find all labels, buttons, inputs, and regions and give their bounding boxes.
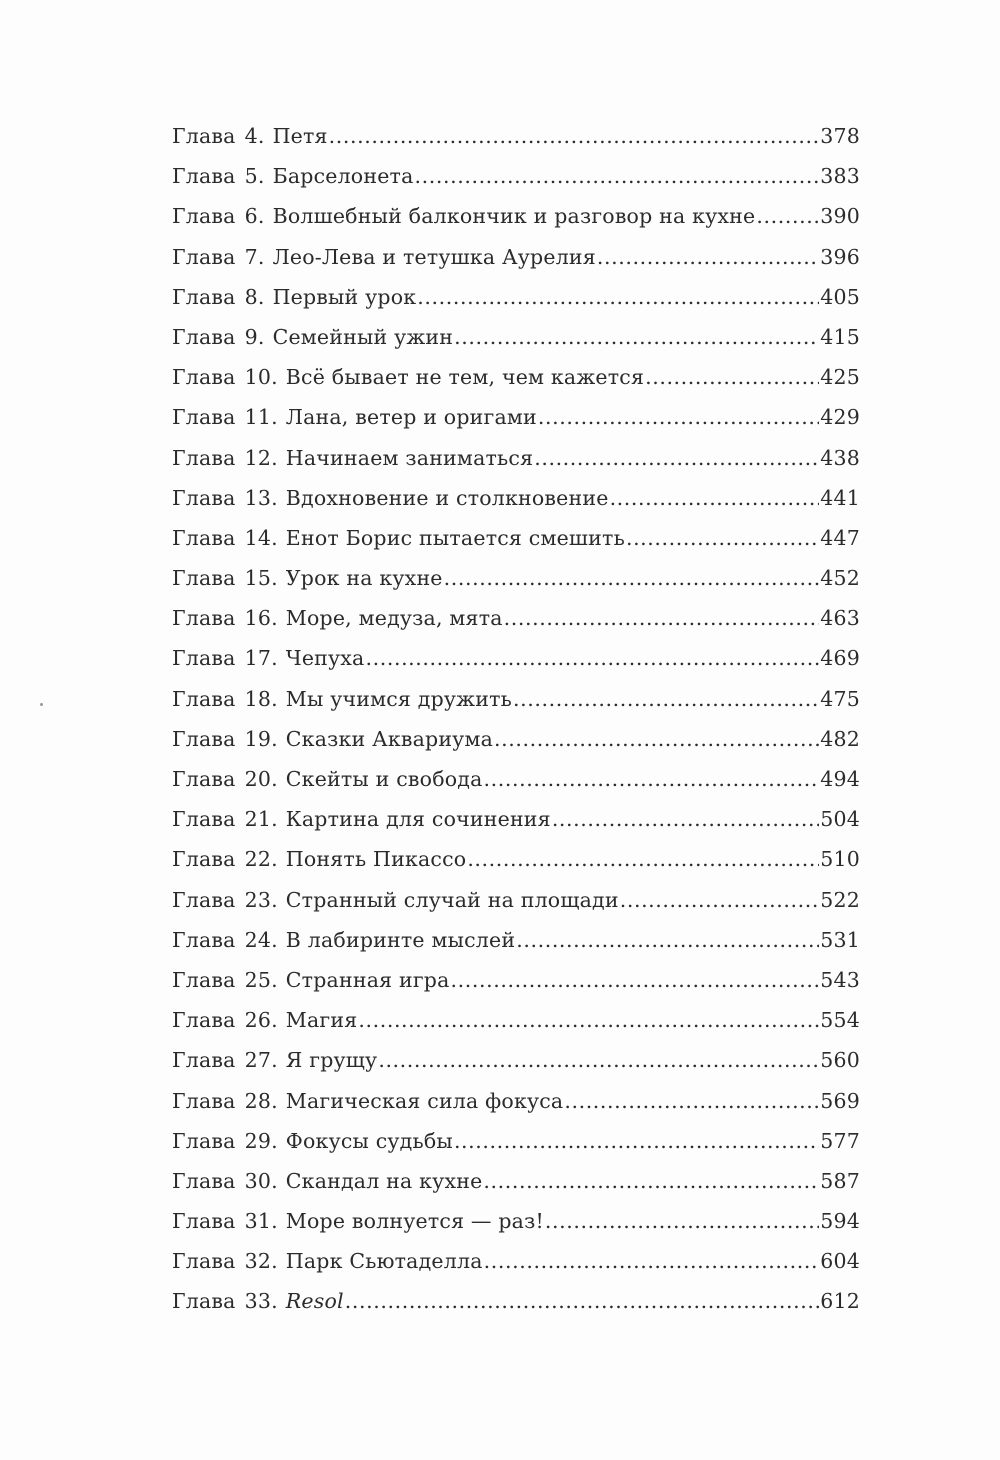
dot-leader: [444, 566, 820, 590]
dot-leader: [534, 446, 819, 470]
chapter-label: [172, 1249, 286, 1273]
page-number: 522: [820, 887, 860, 912]
chapter-prefix: Глава: [172, 164, 236, 189]
chapter-title: Магическая сила фокуса: [285, 1088, 564, 1113]
chapter-prefix: Глава: [172, 1008, 236, 1033]
chapter-prefix: Глава: [172, 726, 236, 751]
chapter-number: 4.: [244, 124, 265, 148]
page-number: 587: [820, 1168, 860, 1193]
chapter-label: [172, 164, 273, 188]
chapter-title: Енот Борис пытается смешить: [285, 525, 625, 550]
page-number: 531: [820, 927, 860, 952]
chapter-number: 26.: [244, 1008, 278, 1033]
chapter-label: [172, 888, 286, 912]
chapter-label: [172, 405, 286, 429]
chapter-label: [172, 928, 286, 952]
chapter-title: Море, медуза, мята: [285, 606, 503, 631]
chapter-label: [172, 204, 273, 228]
chapter-title: Лана, ветер и оригами: [285, 405, 537, 430]
chapter-title: Скандал на кухне: [285, 1168, 483, 1193]
dot-leader: [597, 245, 819, 269]
chapter-title: Я грущу: [285, 1048, 378, 1073]
chapter-title: Море волнуется — раз!: [285, 1209, 544, 1234]
dot-leader: [756, 204, 819, 228]
toc-entry: [172, 1209, 860, 1249]
toc-entry: [172, 1008, 860, 1048]
page-number: 429: [820, 405, 860, 430]
chapter-title: Понять Пикассо: [285, 847, 467, 872]
chapter-prefix: Глава: [172, 405, 236, 430]
page-number: 396: [820, 244, 860, 269]
page-number: 441: [820, 485, 860, 510]
toc-entry: [172, 285, 860, 325]
chapter-label: [172, 807, 286, 831]
dot-leader: [504, 606, 820, 630]
chapter-label: [172, 646, 286, 670]
chapter-prefix: Глава: [172, 646, 236, 671]
chapter-label: [172, 285, 273, 309]
chapter-title: Петя: [272, 124, 328, 148]
toc-entry: [172, 124, 860, 164]
chapter-label: [172, 1209, 286, 1233]
page-number: 612: [820, 1289, 860, 1314]
chapter-prefix: Глава: [172, 445, 236, 470]
toc-entry: [172, 727, 860, 767]
chapter-number: 17.: [244, 646, 278, 671]
chapter-label: [172, 325, 273, 349]
chapter-label: [172, 446, 286, 470]
toc-entry: [172, 767, 860, 807]
dot-leader: [513, 687, 819, 711]
chapter-prefix: Глава: [172, 807, 236, 832]
chapter-title: Картина для сочинения: [285, 807, 551, 832]
chapter-number: 15.: [244, 566, 278, 591]
chapter-prefix: Глава: [172, 767, 236, 791]
page-number: 504: [820, 807, 860, 832]
chapter-number: 28.: [244, 1088, 278, 1113]
chapter-label: [172, 1289, 286, 1313]
toc-entry: [172, 164, 860, 204]
chapter-title: Лео-Лева и тетушка Аурелия: [272, 244, 596, 269]
page-number: 452: [820, 566, 860, 591]
toc-entry: [172, 606, 860, 646]
dot-leader: [538, 405, 819, 429]
page-number: 463: [820, 606, 860, 631]
dot-leader: [645, 365, 819, 389]
chapter-label: [172, 245, 273, 269]
page-number: 577: [820, 1128, 860, 1153]
chapter-number: 21.: [244, 807, 278, 832]
page-number: 543: [820, 967, 860, 992]
chapter-number: 24.: [244, 927, 278, 952]
toc-entry: [172, 446, 860, 486]
chapter-title: Семейный ужин: [272, 324, 454, 349]
chapter-prefix: Глава: [172, 686, 236, 711]
chapter-prefix: Глава: [172, 525, 236, 550]
toc-entry: [172, 847, 860, 887]
toc-entry: [172, 245, 860, 285]
chapter-title: Странная игра: [285, 967, 450, 992]
chapter-prefix: Глава: [172, 1168, 236, 1193]
dot-leader: [545, 1209, 819, 1233]
chapter-title: Урок на кухне: [285, 566, 443, 591]
chapter-number: 31.: [244, 1209, 278, 1234]
chapter-label: [172, 124, 273, 148]
toc-entry: [172, 1289, 860, 1329]
chapter-prefix: Глава: [172, 887, 236, 912]
chapter-label: [172, 365, 286, 389]
page-number: 510: [820, 847, 860, 872]
toc-entry: [172, 1048, 860, 1088]
page-number: 415: [820, 324, 860, 349]
page-number: 494: [820, 767, 860, 791]
chapter-title: Мы учимся дружить: [285, 686, 513, 711]
chapter-prefix: Глава: [172, 244, 236, 269]
chapter-title: Странный случай на площади: [285, 887, 619, 912]
chapter-label: [172, 486, 286, 510]
chapter-label: [172, 1089, 286, 1113]
chapter-title: Скейты и свобода: [285, 767, 483, 791]
page-number: 378: [820, 124, 860, 148]
chapter-prefix: Глава: [172, 847, 236, 872]
chapter-prefix: Глава: [172, 284, 236, 309]
chapter-number: 10.: [244, 365, 278, 390]
chapter-prefix: Глава: [172, 606, 236, 631]
chapter-prefix: Глава: [172, 485, 236, 510]
chapter-label: [172, 566, 286, 590]
page-number: 560: [820, 1048, 860, 1073]
toc-entry: [172, 365, 860, 405]
chapter-number: 12.: [244, 445, 278, 470]
dot-leader: [564, 1089, 819, 1113]
toc-entry: [172, 928, 860, 968]
toc-entry: [172, 566, 860, 606]
chapter-prefix: Глава: [172, 1249, 236, 1274]
chapter-label: [172, 1008, 286, 1032]
chapter-prefix: Глава: [172, 967, 236, 992]
chapter-title: Чепуха: [285, 646, 365, 671]
dot-leader: [454, 325, 819, 349]
chapter-prefix: Глава: [172, 1209, 236, 1234]
chapter-title: Начинаем заниматься: [285, 445, 534, 470]
dot-leader: [610, 486, 820, 510]
chapter-title: В лабиринте мыслей: [285, 927, 516, 952]
chapter-number: 32.: [244, 1249, 278, 1274]
dot-leader: [484, 1249, 820, 1273]
dot-leader: [358, 1008, 819, 1032]
dot-leader: [417, 285, 819, 309]
chapter-title: Волшебный балкончик и разговор на кухне: [272, 204, 756, 229]
page-number: 475: [820, 686, 860, 711]
chapter-label: [172, 847, 286, 871]
chapter-label: [172, 526, 286, 550]
chapter-number: 14.: [244, 525, 278, 550]
chapter-label: [172, 606, 286, 630]
chapter-title: Фокусы судьбы: [285, 1128, 453, 1153]
chapter-label: [172, 1129, 286, 1153]
chapter-label: [172, 687, 286, 711]
dot-leader: [483, 1169, 819, 1193]
dot-leader: [329, 124, 820, 148]
dot-leader: [365, 646, 819, 670]
chapter-number: 25.: [244, 967, 278, 992]
chapter-title: Магия: [285, 1008, 358, 1033]
chapter-number: 29.: [244, 1128, 278, 1153]
dot-leader: [415, 164, 820, 188]
page-number: 604: [820, 1249, 860, 1274]
chapter-number: 7.: [244, 244, 265, 269]
page-number: 447: [820, 525, 860, 550]
chapter-number: 13.: [244, 485, 278, 510]
table-of-contents: [172, 124, 860, 1330]
chapter-title: Первый урок: [272, 284, 417, 309]
dot-leader: [626, 526, 819, 550]
chapter-prefix: Глава: [172, 204, 236, 229]
page-number: 405: [820, 284, 860, 309]
toc-entry: [172, 1129, 860, 1169]
chapter-prefix: Глава: [172, 1088, 236, 1113]
chapter-label: [172, 767, 286, 791]
toc-entry: [172, 1249, 860, 1289]
chapter-prefix: Глава: [172, 124, 236, 148]
dot-leader: [494, 727, 819, 751]
chapter-number: 27.: [244, 1048, 278, 1073]
toc-entry: [172, 1089, 860, 1129]
chapter-prefix: Глава: [172, 324, 236, 349]
dot-leader: [516, 928, 819, 952]
chapter-label: [172, 727, 286, 751]
chapter-number: 8.: [244, 284, 265, 309]
chapter-number: 9.: [244, 324, 265, 349]
chapter-number: 30.: [244, 1168, 278, 1193]
toc-entry: [172, 687, 860, 727]
page-number: 554: [820, 1008, 860, 1033]
page-number: 438: [820, 445, 860, 470]
page-number: 469: [820, 646, 860, 671]
page-number: 425: [820, 365, 860, 390]
toc-entry: [172, 1169, 860, 1209]
chapter-prefix: Глава: [172, 365, 236, 390]
chapter-prefix: Глава: [172, 1289, 236, 1314]
toc-entry: [172, 807, 860, 847]
toc-entry: [172, 204, 860, 244]
page-number: 390: [820, 204, 860, 229]
page-number: 569: [820, 1088, 860, 1113]
chapter-title: Барселонета: [272, 164, 414, 189]
chapter-number: 22.: [244, 847, 278, 872]
chapter-prefix: Глава: [172, 1128, 236, 1153]
page-number: 594: [820, 1209, 860, 1234]
chapter-label: [172, 1048, 286, 1072]
toc-entry: [172, 646, 860, 686]
chapter-label: [172, 1169, 286, 1193]
chapter-title: Сказки Аквариума: [285, 726, 494, 751]
dot-leader: [467, 847, 819, 871]
chapter-number: 5.: [244, 164, 265, 189]
chapter-number: 23.: [244, 887, 278, 912]
chapter-title: Resol: [285, 1289, 344, 1314]
chapter-prefix: Глава: [172, 927, 236, 952]
page-number: 383: [820, 164, 860, 189]
chapter-number: 11.: [244, 405, 278, 430]
toc-entry: [172, 325, 860, 365]
paper-speck: [40, 703, 43, 706]
toc-entry: [172, 968, 860, 1008]
chapter-title: Вдохновение и столкновение: [285, 485, 609, 510]
toc-entry: [172, 486, 860, 526]
chapter-number: 20.: [244, 767, 278, 791]
page-number: 482: [820, 726, 860, 751]
toc-entry: [172, 526, 860, 566]
dot-leader: [620, 888, 820, 912]
toc-entry: [172, 405, 860, 445]
chapter-prefix: Глава: [172, 566, 236, 591]
chapter-title: Парк Сьютаделла: [285, 1249, 483, 1274]
dot-leader: [484, 767, 820, 791]
toc-entry: [172, 888, 860, 928]
chapter-number: 6.: [244, 204, 265, 229]
chapter-title: Всё бывает не тем, чем кажется: [285, 365, 645, 390]
dot-leader: [378, 1048, 819, 1072]
chapter-number: 33.: [244, 1289, 278, 1314]
dot-leader: [345, 1289, 819, 1313]
dot-leader: [451, 968, 820, 992]
chapter-number: 18.: [244, 686, 278, 711]
dot-leader: [552, 807, 819, 831]
chapter-number: 16.: [244, 606, 278, 631]
chapter-number: 19.: [244, 726, 278, 751]
dot-leader: [454, 1129, 819, 1153]
chapter-label: [172, 968, 286, 992]
chapter-prefix: Глава: [172, 1048, 236, 1073]
